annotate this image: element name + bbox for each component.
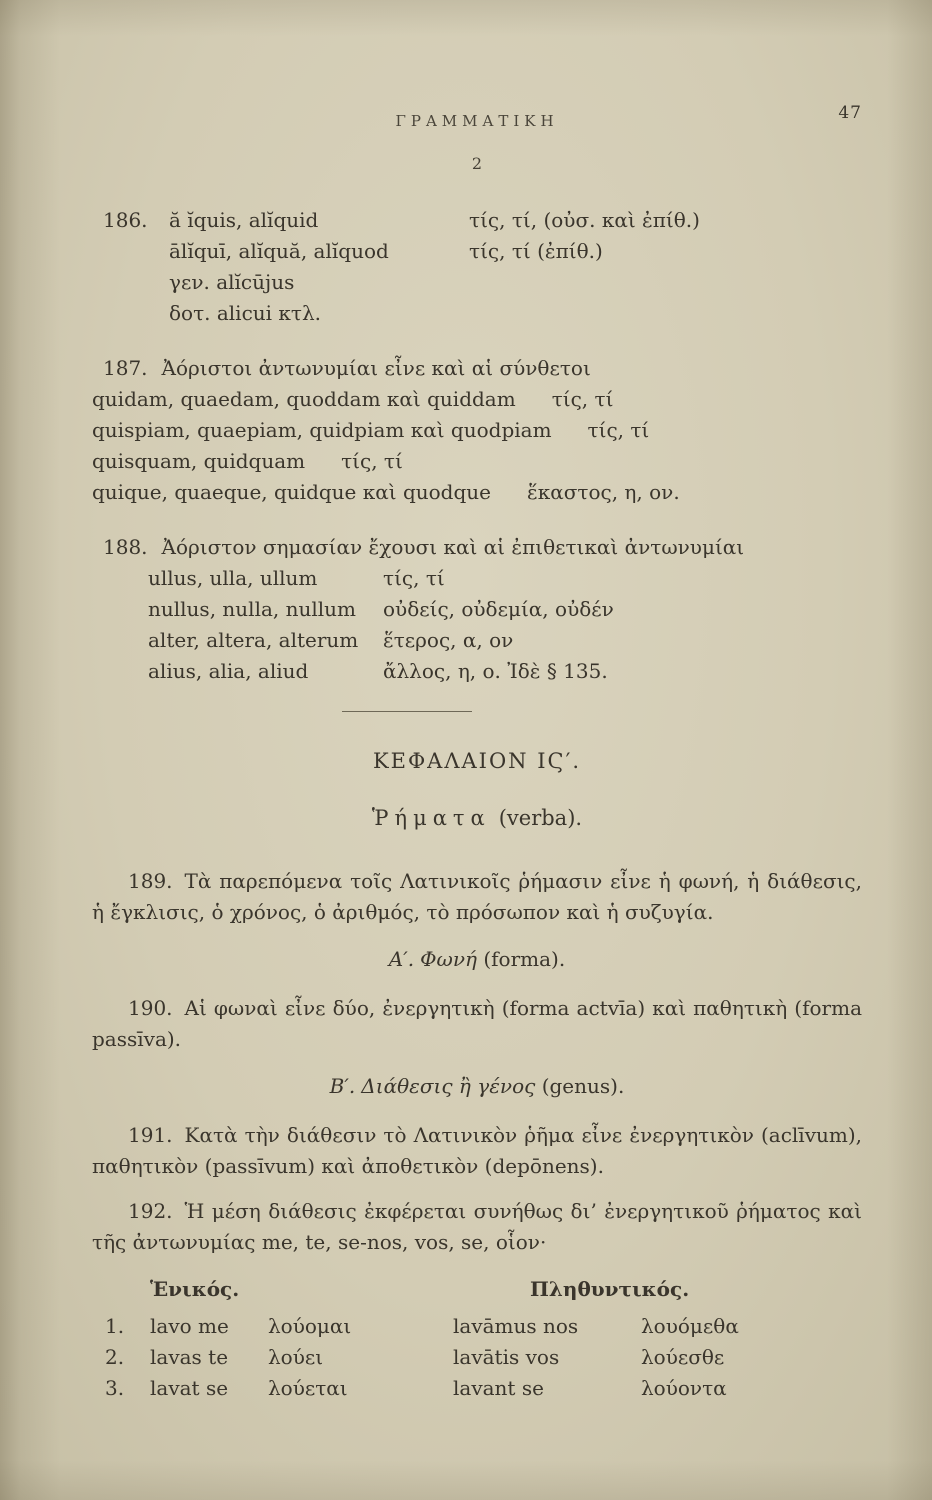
column-header-singular: Ἑνικός. <box>150 1277 240 1301</box>
greek-gloss: οὐδείς, οὐδεμία, οὐδέν <box>383 597 614 621</box>
subheading-label: Β′. <box>329 1074 356 1098</box>
entry-row <box>92 267 862 298</box>
table-header-row <box>92 1274 862 1305</box>
entry-row <box>92 384 862 415</box>
greek-gloss: τίς, τί <box>587 418 650 442</box>
subheading-a <box>92 944 862 975</box>
paragraph-number: 189. <box>128 869 173 893</box>
section-188 <box>92 532 862 687</box>
subheading-greek: Διάθεσις ἢ γένος <box>361 1074 536 1098</box>
chapter-subtitle-greek: Ῥήματα <box>371 806 491 830</box>
entry-row <box>92 298 862 329</box>
plural-latin: lavāmus nos <box>453 1314 579 1338</box>
paragraph-text: Ἡ μέση διάθεσις ἐκφέρεται συνήθως δι’ ἐνεργητικοῦ ῥήματος καὶ τῆς ἀντωνυμίας me, te, se-nos, vos, se, οἷον· <box>92 1199 862 1254</box>
section-intro <box>92 353 862 384</box>
latin-forms: nullus, nulla, nullum <box>148 597 357 621</box>
paragraph-number: 191. <box>128 1123 173 1147</box>
entry-number: 188. <box>103 535 148 559</box>
table-row <box>92 1311 862 1342</box>
plural-greek: λούοντα <box>641 1376 727 1400</box>
greek-gloss: τίς, τί, (οὐσ. καὶ ἐπίθ.) <box>469 208 700 232</box>
entry-row <box>92 236 862 267</box>
subheading-label: Α′. <box>388 947 415 971</box>
greek-gloss <box>469 267 862 298</box>
conjugation-table <box>92 1274 862 1404</box>
subheading-b <box>92 1071 862 1102</box>
paragraph-text: Κατὰ τὴν διάθεσιν τὸ Λατινικὸν ῥῆμα εἶνε ἐνεργητικὸν (aclīvum), παθητικὸν (passīvum) καὶ ἀποθετικὸν (depōnens). <box>92 1123 862 1178</box>
person-number: 1. <box>105 1314 125 1338</box>
greek-gloss: τίς, τί <box>551 387 614 411</box>
paragraph-191 <box>92 1120 862 1182</box>
column-header-plural: Πληθυντικός. <box>530 1277 690 1301</box>
greek-gloss: τίς, τί <box>341 449 403 473</box>
entry-row <box>92 205 862 236</box>
intro-text: Ἀόριστοι ἀντωνυμίαι εἶνε καὶ αἱ σύνθετοι <box>161 356 591 380</box>
plural-latin: lavant se <box>453 1376 544 1400</box>
greek-gloss: ἄλλος, η, ο. Ἰδὲ § 135. <box>383 659 608 683</box>
entry-number-spacer <box>103 236 169 267</box>
section-divider <box>342 711 472 712</box>
greek-gloss: ἕκαστος, η, ον. <box>527 480 680 504</box>
page-number: 47 <box>838 103 862 123</box>
entry-number-spacer <box>103 267 169 298</box>
latin-forms: alius, alia, aliud <box>148 659 309 683</box>
entry-row <box>92 625 862 656</box>
person-number: 3. <box>105 1376 125 1400</box>
chapter-title: ΚΕΦΑΛΑΙΟΝ ΙϚ′. <box>372 749 582 773</box>
singular-greek: λούομαι <box>268 1314 352 1338</box>
section-187 <box>92 353 862 508</box>
greek-gloss: τίς, τί <box>383 566 445 590</box>
plural-greek: λουόμεθα <box>641 1314 739 1338</box>
latin-forms: δοτ. alicui κτλ. <box>169 301 322 325</box>
latin-forms: quidam, quaedam, quoddam καὶ quiddam <box>92 387 516 411</box>
subheading-latin: (forma). <box>483 947 566 971</box>
signature-mark: 2 <box>471 154 483 173</box>
latin-forms: quispiam, quaepiam, quidpiam καὶ quodpiam <box>92 418 552 442</box>
entry-row <box>92 446 862 477</box>
section-186 <box>92 205 862 329</box>
paragraph-number: 192. <box>128 1199 173 1223</box>
entry-row <box>92 656 862 687</box>
paragraph-189 <box>92 866 862 928</box>
entry-row <box>92 563 862 594</box>
greek-gloss: ἕτερος, α, ον <box>383 628 514 652</box>
section-intro <box>92 532 862 563</box>
page-content <box>92 104 862 1404</box>
latin-forms: γεν. alĭcūjus <box>169 270 295 294</box>
paragraph-number: 190. <box>128 996 173 1020</box>
paragraph-text: Αἱ φωναὶ εἶνε δύο, ἐνεργητικὴ (forma actvīa) καὶ παθητικὴ (forma passīva). <box>92 996 862 1051</box>
entry-number-spacer <box>103 298 169 329</box>
singular-greek: λούει <box>268 1345 324 1369</box>
entry-row <box>92 594 862 625</box>
singular-latin: lavo me <box>150 1314 229 1338</box>
singular-greek: λούεται <box>268 1376 348 1400</box>
latin-forms: quisquam, quidquam <box>92 449 306 473</box>
person-number: 2. <box>105 1345 125 1369</box>
entry-row <box>92 415 862 446</box>
latin-forms: ullus, ulla, ullum <box>148 566 318 590</box>
intro-text: Ἀόριστον σημασίαν ἔχουσι καὶ αἱ ἐπιθετικαὶ ἀντωνυμίαι <box>161 535 745 559</box>
entry-number: 186. <box>103 208 148 232</box>
chapter-subtitle-latin: (verba). <box>498 806 583 830</box>
plural-latin: lavātis vos <box>453 1345 560 1369</box>
latin-forms: ālĭquī, alĭquă, alĭquod <box>169 239 389 263</box>
running-header <box>92 104 862 138</box>
table-row <box>92 1342 862 1373</box>
singular-latin: lavas te <box>150 1345 229 1369</box>
latin-forms: quique, quaeque, quidque καὶ quodque <box>92 480 492 504</box>
entry-number: 187. <box>103 356 148 380</box>
paragraph-192 <box>92 1196 862 1258</box>
greek-gloss <box>469 298 862 329</box>
latin-forms: alter, altera, alterum <box>148 628 359 652</box>
paragraph-text: Τὰ παρεπόμενα τοῖς Λατινικοῖς ῥήμασιν εἶνε ἡ φωνή, ἡ διάθεσις, ἡ ἔγκλισις, ὁ χρόνος, ὁ ἀριθμός, τὸ πρόσωπον καὶ ἡ συζυγία. <box>92 869 862 924</box>
paragraph-190 <box>92 993 862 1055</box>
latin-forms: ă ĭquis, alĭquid <box>169 208 319 232</box>
entry-row <box>92 477 862 508</box>
chapter-subtitle <box>92 803 862 834</box>
table-row <box>92 1373 862 1404</box>
singular-latin: lavat se <box>150 1376 229 1400</box>
running-title: ΓΡΑΜΜΑΤΙΚΗ <box>395 112 559 130</box>
subheading-latin: (genus). <box>541 1074 625 1098</box>
subheading-greek: Φωνή <box>420 947 477 971</box>
greek-gloss: τίς, τί (ἐπίθ.) <box>469 239 603 263</box>
plural-greek: λούεσθε <box>641 1345 725 1369</box>
